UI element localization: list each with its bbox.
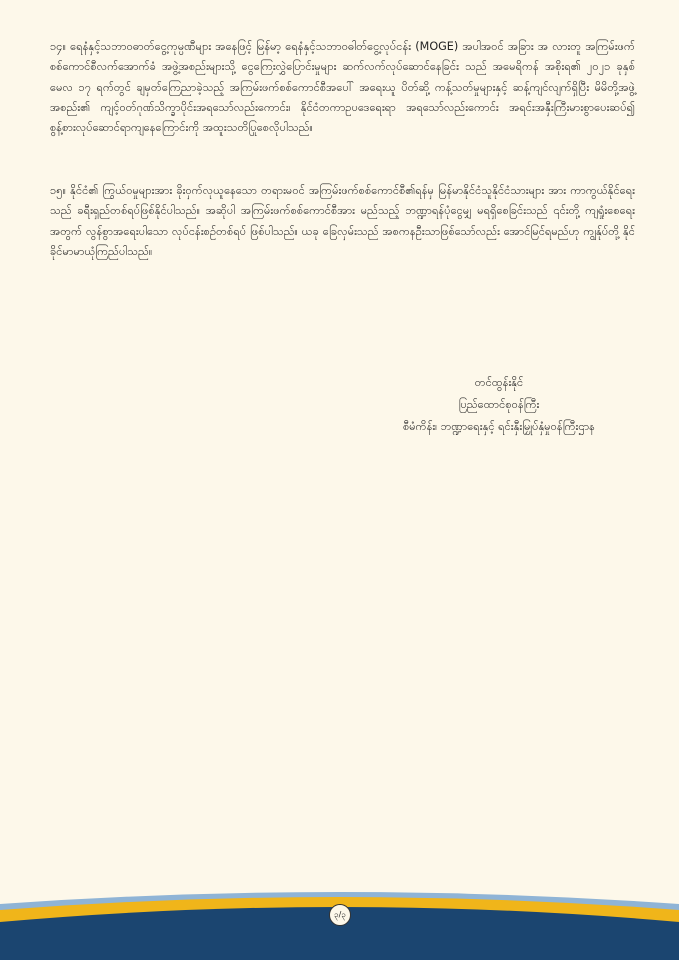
page-number-badge: ၃/၃ — [329, 904, 351, 926]
signatory-ministry: စီမံကိန်း၊ ဘဏ္ဍာရေးနှင့် ရင်းနှီးမြှုပ်နှံမှုဝန်ကြီးဌာန — [403, 420, 595, 433]
signatory-name: တင်ထွန်းနိုင် — [474, 376, 524, 389]
paragraph-15: ၁၅။ နိုင်ငံ၏ ကြွယ်ဝမှုများအား ခိုးဝှက်လုယူနေသော တရားမဝင် အကြမ်းဖက်စစ်ကောင်စီ၏ရန်မှ မြန်မာနိုင်ငံသူနိုင်ငံသားများ အား ကာကွယ်နိုင်ရေးသည် ခရီးရှည်တစ်ရပ်ဖြစ်နိုင်ပါသည်။ အဆိုပါ အကြမ်းဖက်စစ်ကောင်စီအား မည်သည့် ဘဏ္ဍာရန်ပုံငွေမျှ မရရှိစေခြင်းသည် ၎င်းတို့ ကျရှုံးစေရေးအတွက် လွန်စွာအရေးပါသော လုပ်ငန်းစဉ်တစ်ရပ် ဖြစ်ပါသည်။ ယခု ခြေလှမ်းသည် အစကနဦးသာဖြစ်သော်လည်း အောင်မြင်ရမည်ဟု ကျွန်ုပ်တို့ နိုင်ခိုင်မာမာယုံကြည်ပါသည်။ — [50, 184, 635, 258]
paragraph-14: ၁၄။ ရေနံနှင့်သဘာဝဓာတ်ငွေ့ကုမ္ပဏီများ အနေဖြင့် မြန်မာ့ ရေနံနှင့်သဘာဝဓါတ်ငွေ့လုပ်ငန်း (MOGE) အပါအဝင် အခြား အ လားတူ အကြမ်းဖက်စစ်ကောင်စီလက်အောက်ခံ အဖွဲ့အစည်းများသို့ ငွေကြေးလွှဲပြောင်းမှုများ ဆက်လက်လုပ်ဆောင်နေခြင်း သည် အမေရိကန် အစိုးရ၏ ၂၀၂၁ ခုနှစ် မေလ ၁၇ ရက်တွင် ချမှတ်ကြေညာခဲ့သည့် အကြမ်းဖက်စစ်ကောင်စီအပေါ် အရေးယူ ပိတ်ဆို့ ကန့်သတ်မှုများနှင့် ဆန့်ကျင်လျက်ရှိပြီး မိမိတို့အဖွဲ့အစည်း၏ ကျင့်ဝတ်ဂုဏ်သိက္ခာပိုင်းအရသော်လည်းကောင်း၊ နိုင်ငံတကာဥပဒေရေးရာ အရသော်လည်းကောင်း အရင်းအနှီးကြီးမားစွာပေးဆပ်၍ စွန့်စားလုပ်ဆောင်ရာကျနေကြောင်းကို အထူးသတိပြုစေလိုပါသည်။ — [50, 40, 635, 135]
signatory-title: ပြည်ထောင်စုဝန်ကြီး — [458, 398, 540, 411]
signature-block — [369, 372, 629, 438]
